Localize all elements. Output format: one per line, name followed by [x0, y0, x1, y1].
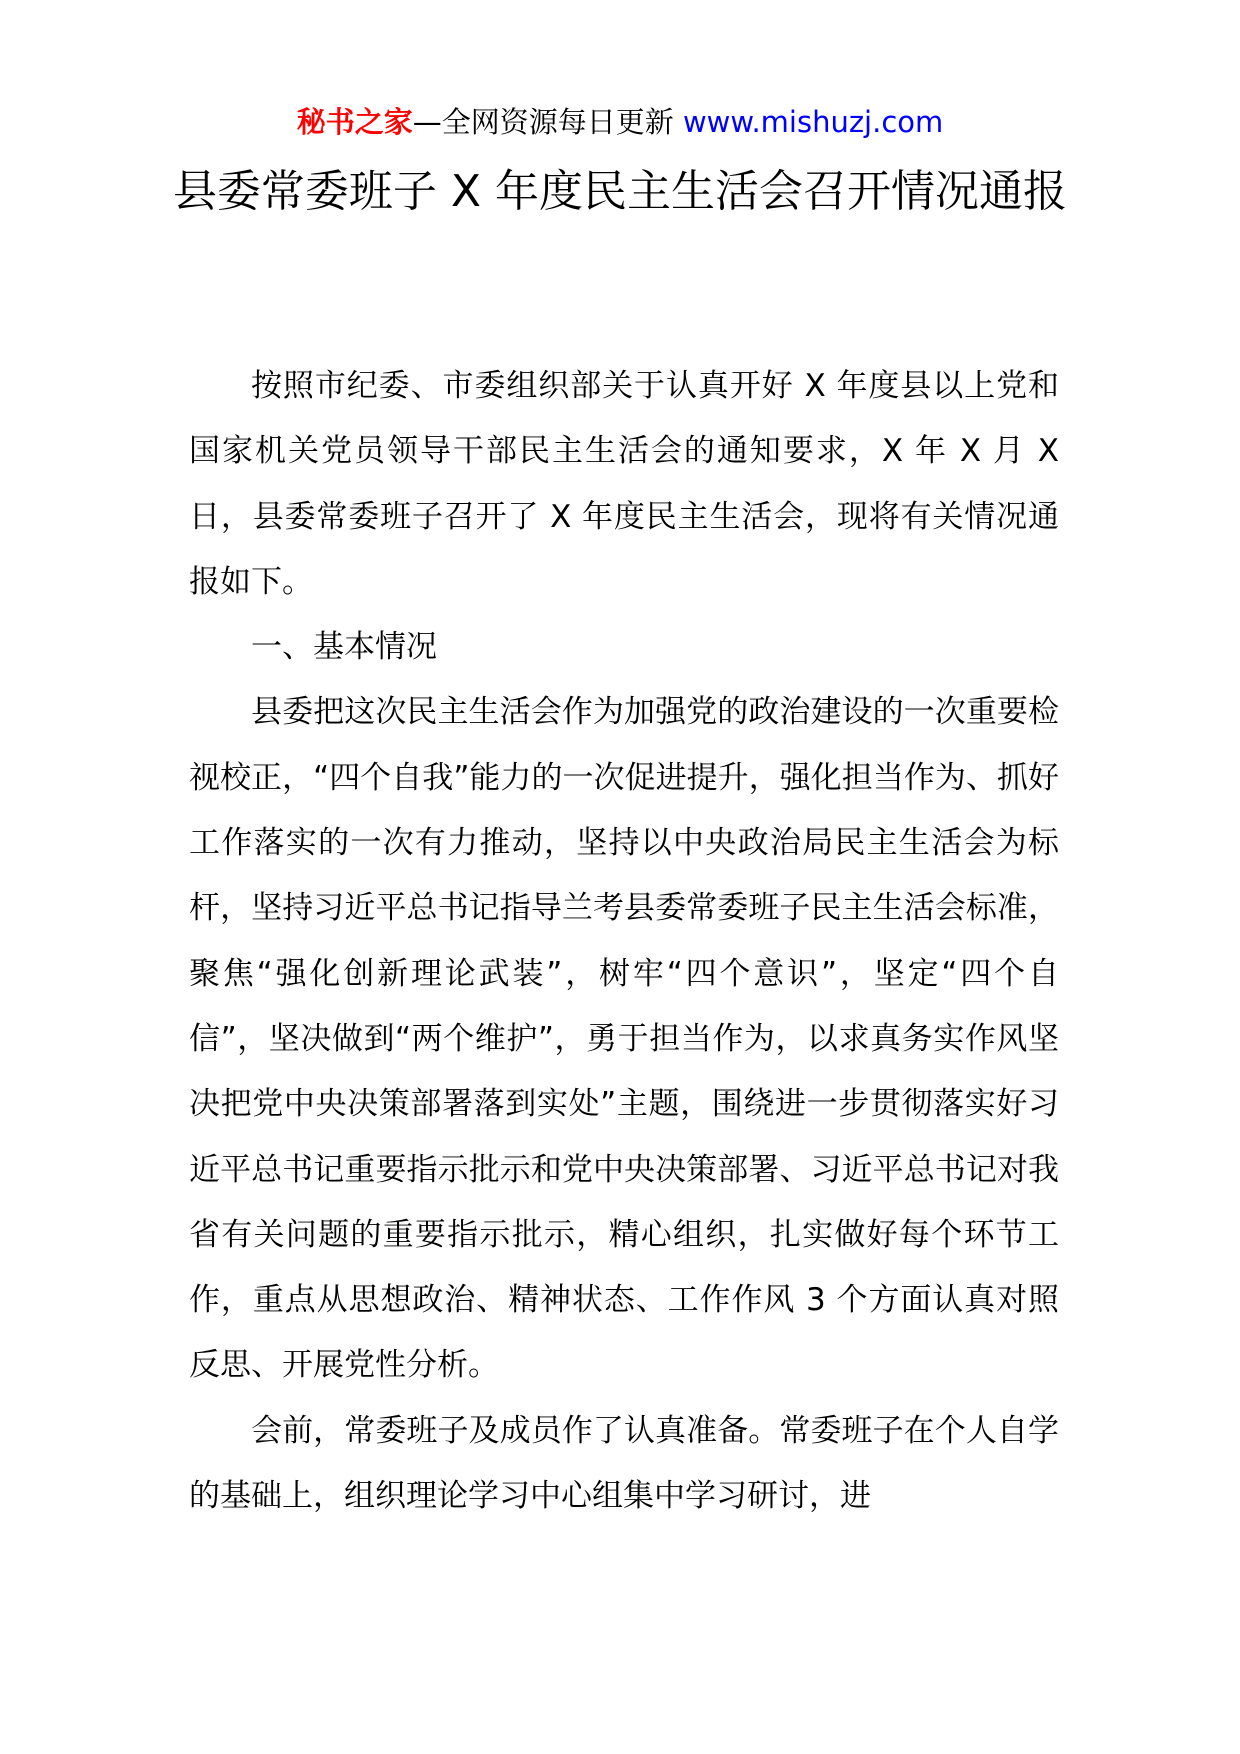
- document-title: 县委常委班子 X 年度民主生活会召开情况通报: [172, 166, 1068, 217]
- site-header: [0, 102, 1240, 142]
- site-tagline: —全网资源每日更新: [412, 105, 683, 139]
- site-brand: 秘书之家: [296, 105, 413, 139]
- body-paragraph: 会前，常委班子及成员作了认真准备。常委班子在个人自学的基础上，组织理论学习中心组集中学习研讨，进: [189, 1412, 1059, 1515]
- section-heading: 一、基本情况: [251, 629, 437, 666]
- document-body: [189, 354, 1059, 1529]
- intro-paragraph: 按照市纪委、市委组织部关于认真开好 X 年度县以上党和国家机关党员领导干部民主生活会的通知要求，X 年 X 月 X 日，县委常委班子召开了 X 年度民主生活会，现将有关情况通报如下。: [189, 368, 1059, 600]
- body-paragraph: 县委把这次民主生活会作为加强党的政治建设的一次重要检视校正，“四个自我”能力的一次促进提升，强化担当作为、抓好工作落实的一次有力推动，坚持以中央政治局民主生活会为标杆，坚持习近平总书记指导兰考县委常委班子民主生活会标准，聚焦“强化创新理论武装”，树牢“四个意识”，坚定“四个自信”，坚决做到“两个维护”，勇于担当作为，以求真务实作风坚决把党中央决策部署落到实处”主题，围绕进一步贯彻落实好习近平总书记重要指示批示和党中央决策部署、习近平总书记对我省有关问题的重要指示批示，精心组织，扎实做好每个环节工作，重点从思想政治、精神状态、工作作风 3 个方面认真对照反思、开展党性分析。: [189, 694, 1059, 1384]
- site-url-link[interactable]: www.mishuzj.com: [682, 105, 944, 139]
